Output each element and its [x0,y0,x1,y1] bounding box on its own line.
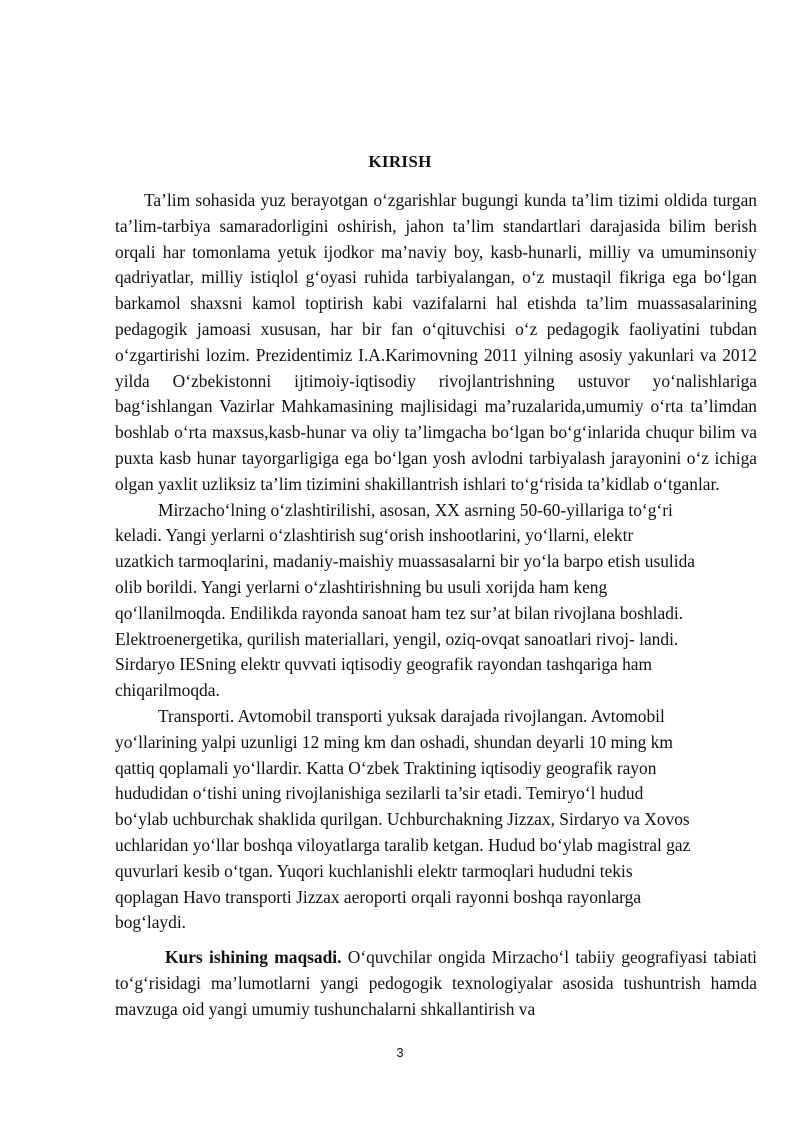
text-line: bo‘ylab uchburchak shaklida qurilgan. Uchburchakning Jizzax, Sirdaryo va Xovos [115,809,690,830]
paragraph-transport [115,704,757,936]
body-text [115,188,757,1023]
text-line: yo‘llarining yalpi uzunligi 12 ming km dan oshadi, shundan deyarli 10 ming km [115,731,673,752]
paragraph-mirzachol [115,498,757,704]
text-line: qo‘llanilmoqda. Endilikda rayonda sanoat ham tez sur’at bilan rivojlana boshladi. [115,602,684,623]
text-line: hududidan o‘tishi uning rivojlanishiga sezilarli ta’sir etadi. Temiryo‘l hudud [115,783,644,804]
text-line: qattiq qoplamali yo‘llardir. Katta O‘zbek Traktining iqtisodiy geografik rayon [115,757,657,778]
paragraph-goal [115,945,757,1022]
text-line: Transporti. Avtomobil transporti yuksak darajada rivojlangan. Avtomobil [158,705,665,726]
paragraph-intro: Ta’lim sohasida yuz berayotgan o‘zgarishlar bugungi kunda ta’lim tizimi oldida turgan ta’lim-tarbiya samaradorligini oshirish, jahon ta’lim standartlari darajasida bilim berish orqali har tomonlama yetuk ijodkor ma’naviy boy, kasb-hunarli, milliy va umuminsoniy qadriyatlar, milliy istiqlol g‘oyasi ruhida tarbiyalangan, o‘z mustaqil fikriga ega bo‘lgan barkamol shaxsni kamol toptirish kabi vazifalarni hal etishda ta’lim muassasalarining pedagogik jamoasi xususan, har bir fan o‘qituvchisi o‘z pedagogik faoliyatini tubdan o‘zgartirishi lozim. Prezidentimiz I.A.Karimovning 2011 yilning asosiy yakunlari va 2012 yilda O‘zbekistonni ijtimoiy-iqtisodiy rivojlantrishning ustuvor yo‘nalishlariga bag‘ishlangan Vazirlar Mahkamasining majlisidagi ma’ruzalarida,umumiy o‘rta ta’limdan boshlab o‘rta maxsus,kasb-hunar va oliy ta’limgacha bo‘lgan bo‘g‘inlarida chuqur bilim va puxta kasb hunar tayorgarligiga ega bo‘lgan yosh avlodni tarbiyalash jarayonini o‘z ichiga olgan yaxlit uzliksiz ta’lim tizimini shakillantrish ishlari to‘g‘risida ta’kidlab o‘tganlar. [115,190,757,494]
text-line: uzatkich tarmoqlarini, madaniy-maishiy muassasalarni bir yo‘la barpo etish usulida [115,551,696,572]
goal-text: O‘quvchilar ongida Mirzacho‘l tabiiy geografiyasi tabiati to‘g‘risidagi ma’lumotlarni yangi pedogogik texnologiyalar asosida tushuntrish hamda mavzuga oid yangi umumiy tushunchalarni shkallantirish va [115,947,757,1019]
text-line: olib borildi. Yangi yerlarni o‘zlashtirishning bu usuli xorijda ham keng [115,576,608,597]
section-heading: KIRISH [368,152,432,171]
page-number: 3 [396,1045,404,1060]
goal-lead: Kurs ishining maqsadi. [165,947,342,968]
text-line: Sirdaryo IESning elektr quvvati iqtisodiy geografik rayondan tashqariga ham [115,654,653,675]
text-line: Elektroenergetika, qurilish materiallari, yengil, oziq-ovqat sanoatlari rivoj- landi. [115,628,679,649]
text-line: keladi. Yangi yerlarni o‘zlashtirish sug‘orish inshootlarini, yo‘llarni, elektr [115,525,634,546]
text-line: bog‘laydi. [115,912,186,933]
text-line: uchlaridan yo‘llar boshqa viloyatlarga taralib ketgan. Hudud bo‘ylab magistral gaz [115,834,691,855]
text-line: Mirzacho‘lning o‘zlashtirilishi, asosan, XX asrning 50-60-yillariga to‘g‘ri [158,499,673,520]
text-line: qoplagan Havo transporti Jizzax aeroporti orqali rayonni boshqa rayonlarga [115,886,642,907]
text-line: chiqarilmoqda. [115,680,220,701]
text-line: quvurlari kesib o‘tgan. Yuqori kuchlanishli elektr tarmoqlari hududni tekis [115,860,633,881]
